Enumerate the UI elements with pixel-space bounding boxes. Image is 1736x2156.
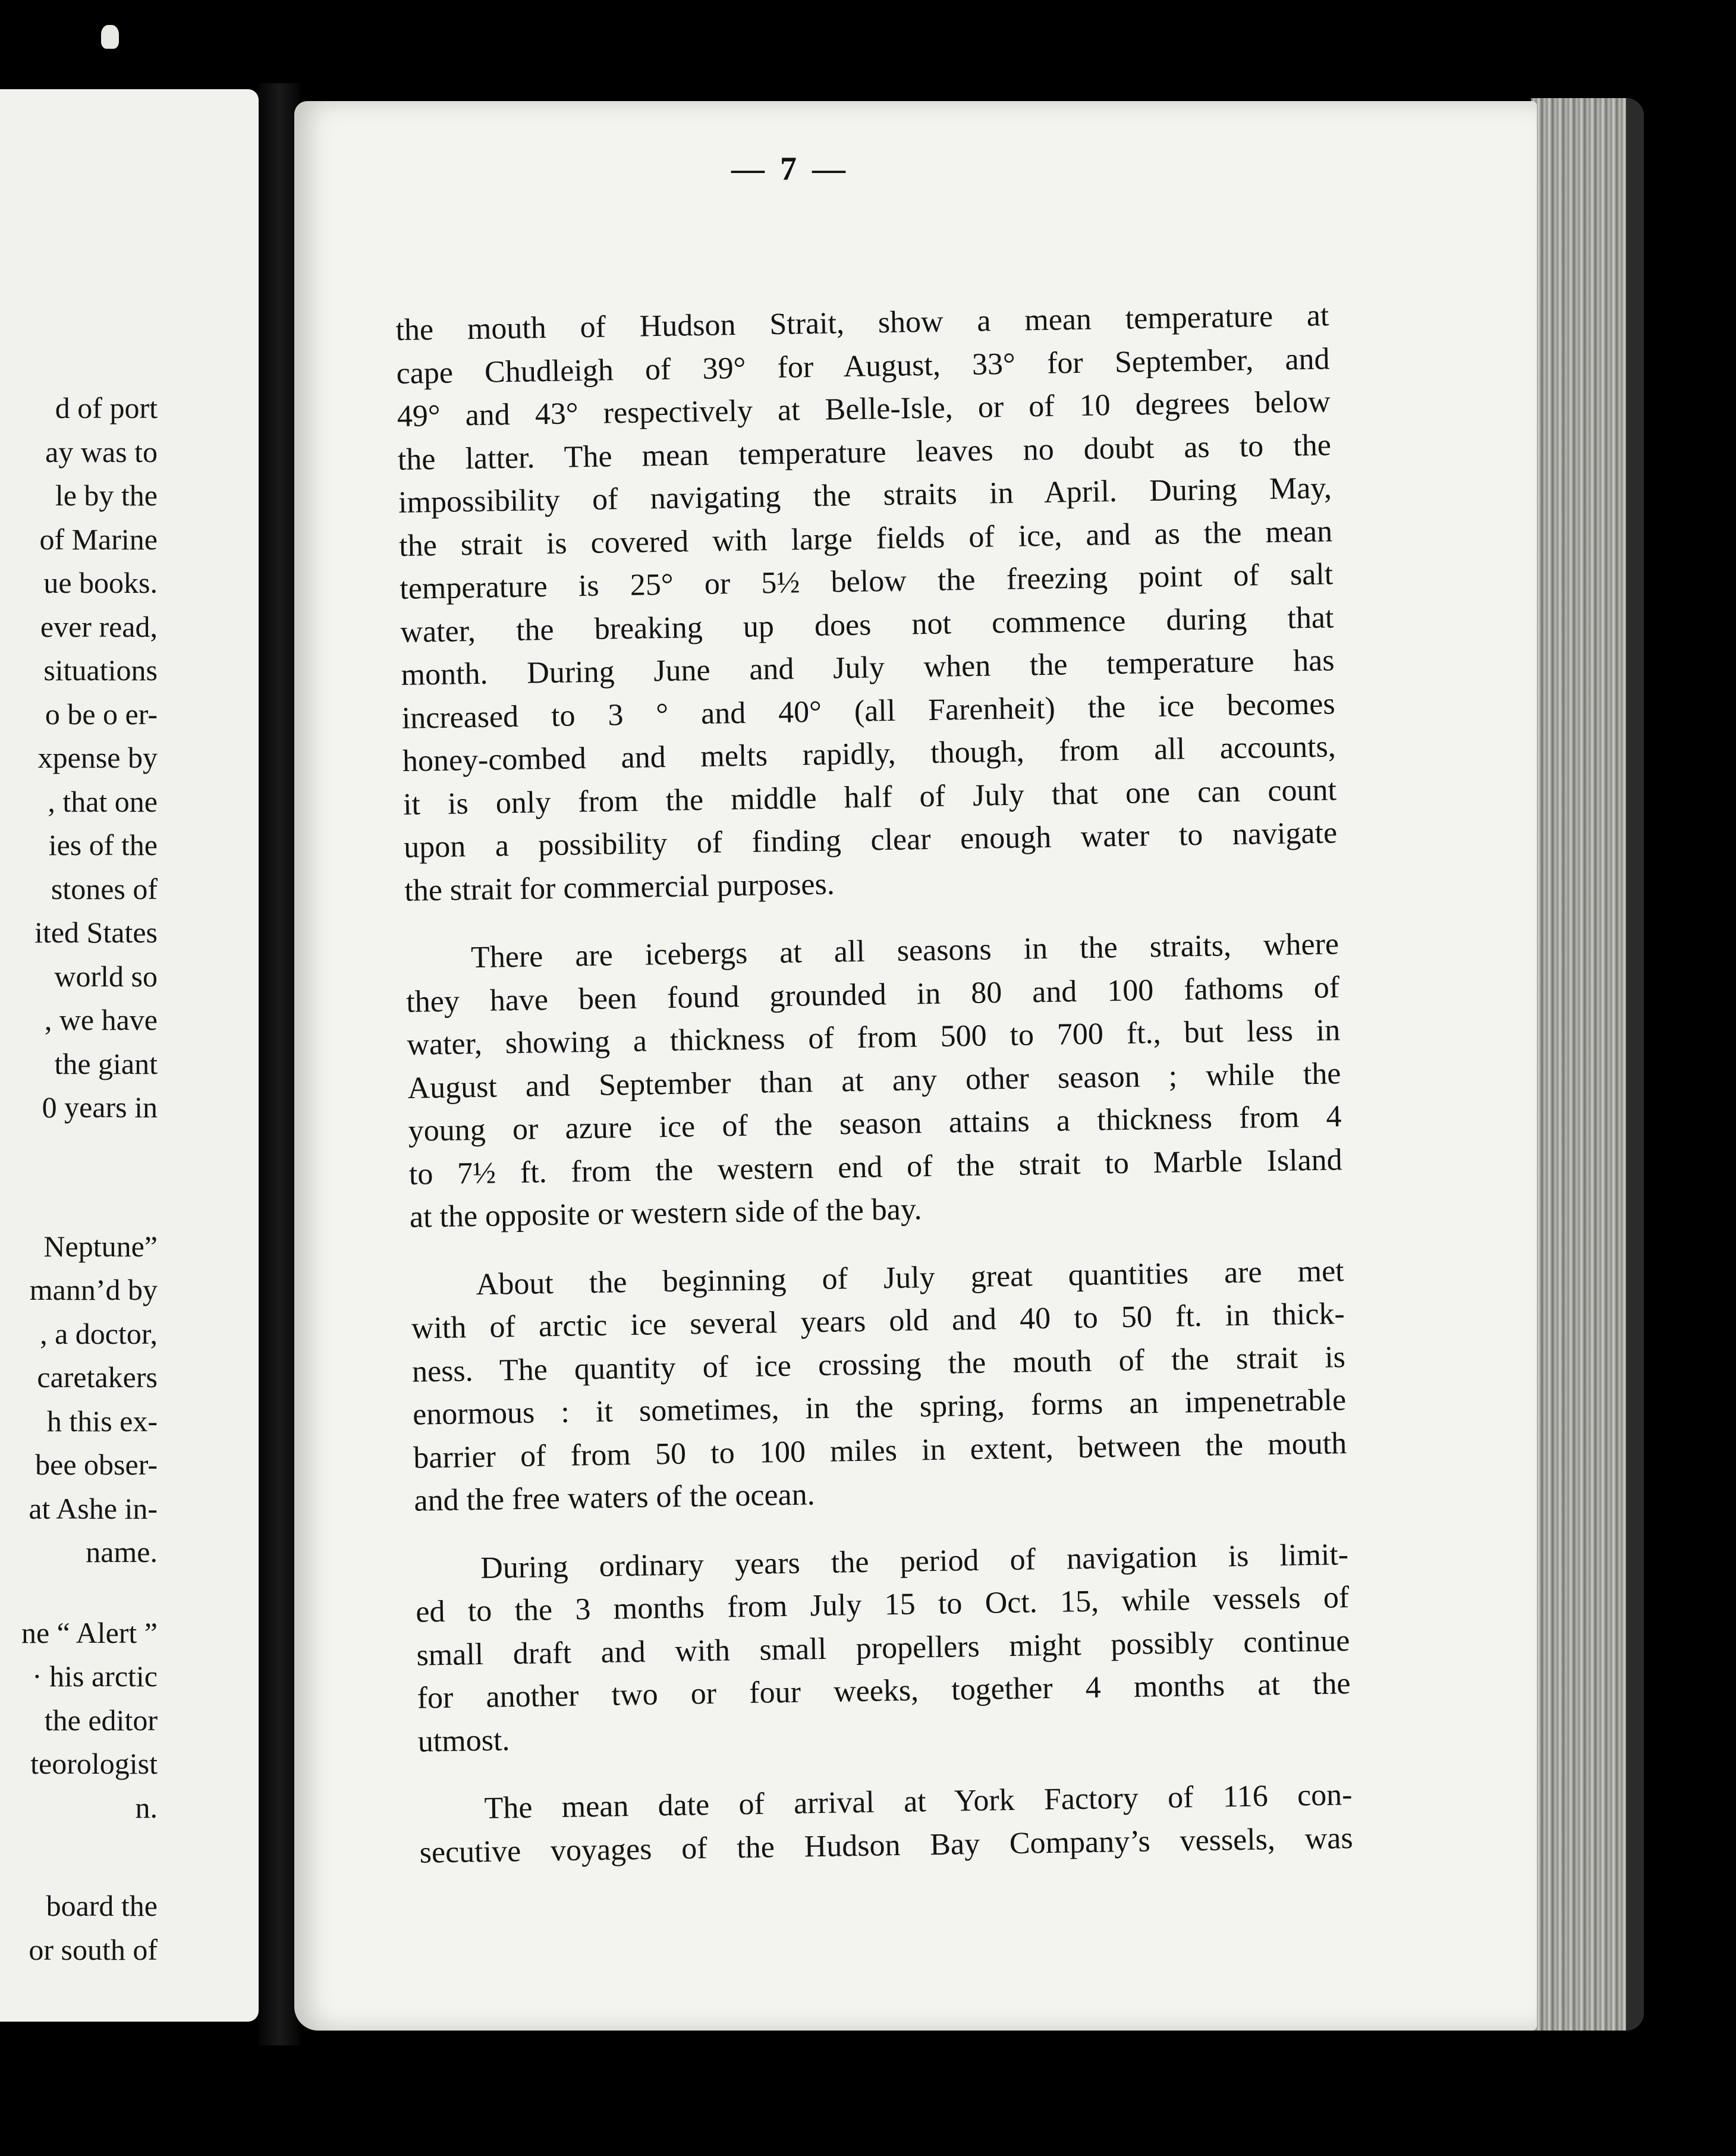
left-fragment-line: d of port	[55, 391, 158, 425]
text-line: they have been found grounded in 80 and 100 fathoms of	[405, 970, 1340, 1019]
left-fragment-line: situations	[43, 653, 158, 687]
left-fragment-line: , a doctor,	[40, 1316, 158, 1350]
left-facing-page	[0, 89, 259, 2022]
text-line: the mouth of Hudson Strait, show a mean temperature at	[395, 298, 1329, 347]
left-fragment-line: o be o er-	[45, 697, 158, 731]
paragraph-gap	[0, 1574, 158, 1611]
text-line: the latter. The mean temperature leaves no doubt as to the	[397, 428, 1332, 477]
paragraph-gap	[0, 1830, 158, 1884]
left-fragment-line: le by the	[55, 479, 158, 512]
page-body-text	[395, 294, 1353, 1874]
left-fragment-line: Neptune”	[43, 1229, 158, 1263]
text-line: with of arctic ice several years old and 40 to 50 ft. in thick-	[411, 1297, 1345, 1346]
text-line: enormous : it sometimes, in the spring, forms an impenetrable	[412, 1383, 1347, 1432]
left-fragment-line: caretakers	[37, 1360, 158, 1394]
paragraph-3	[410, 1250, 1348, 1523]
paragraph-gap	[0, 1130, 158, 1225]
left-page-text-fragments	[0, 386, 158, 1972]
text-line: small draft and with small propellers might possibly continue	[416, 1623, 1350, 1673]
left-fragment-line: of Marine	[39, 522, 158, 556]
text-line: secutive voyages of the Hudson Bay Company’s vessels, was	[419, 1821, 1354, 1870]
scan-corner-mark	[101, 25, 119, 49]
text-line: water, showing a thickness of from 500 to 700 ft., but less in	[406, 1013, 1341, 1062]
left-fragment-line: , that one	[48, 784, 158, 818]
text-line: month. During June and July when the temperature has	[401, 643, 1335, 692]
left-fragment-line: n.	[135, 1790, 158, 1824]
left-fragment-line: ever read,	[40, 609, 158, 643]
left-fragment-line: bee obser-	[35, 1448, 158, 1481]
left-fragment-line: or south of	[29, 1932, 158, 1966]
left-fragment-line: ay was to	[45, 435, 158, 469]
text-line: ness. The quantity of ice crossing the mouth of the strait is	[411, 1340, 1346, 1389]
text-line: upon a possibility of finding clear enough water to navigate	[403, 816, 1338, 865]
text-line: cape Chudleigh of 39° for August, 33° for September, and	[396, 341, 1330, 391]
text-line: the strait for commercial purposes.	[404, 867, 835, 908]
page-edges-stack	[1531, 98, 1644, 2031]
text-line: for another two or four weeks, together 4 months at the	[417, 1667, 1351, 1715]
text-line: young or azure ice of the season attains a thickness from 4	[408, 1099, 1342, 1148]
text-line: 49° and 43° respectively at Belle-Isle, or of 10 degrees below	[397, 385, 1331, 433]
left-fragment-line: ue books.	[43, 566, 158, 599]
left-fragment-line: the giant	[54, 1046, 158, 1080]
text-line: it is only from the middle half of July that one can count	[402, 772, 1337, 822]
left-fragment-line: 0 years in	[42, 1090, 158, 1124]
text-line: impossibility of navigating the straits in April. During May,	[398, 471, 1332, 520]
text-line: August and September than at any other season ; while the	[407, 1056, 1341, 1105]
paragraph-5	[419, 1774, 1353, 1875]
text-line: barrier of from 50 to 100 miles in extent, between the mouth	[413, 1426, 1347, 1475]
left-fragment-line: ies of the	[48, 828, 158, 862]
left-fragment-line: · his arctic	[32, 1660, 158, 1693]
left-fragment-line: , we have	[44, 1003, 158, 1036]
text-line: at the opposite or western side of the bay.	[409, 1192, 922, 1234]
text-line: increased to 3 ° and 40° (all Farenheit) the ice becomes	[401, 686, 1336, 736]
left-fragment-line: the editor	[44, 1703, 158, 1737]
text-line: The mean date of arrival at York Factory of 116 con-	[484, 1778, 1353, 1825]
left-fragment-line: ited States	[34, 916, 158, 949]
text-line: During ordinary years the period of navigation is limit-	[480, 1537, 1349, 1585]
text-line: ed to the 3 months from July 15 to Oct. 15, while vessels of	[415, 1580, 1350, 1629]
left-fragment-line: world so	[54, 959, 158, 993]
text-line: There are icebergs at all seasons in the straits, where	[470, 927, 1339, 975]
text-line: water, the breaking up does not commence during that	[400, 600, 1334, 649]
left-fragment-line: xpense by	[37, 741, 158, 774]
text-line: utmost.	[417, 1723, 510, 1759]
paragraph-4	[415, 1533, 1352, 1764]
left-fragment-line: name.	[86, 1535, 158, 1569]
left-fragment-line: ne “ Alert ”	[21, 1616, 158, 1649]
text-line: and the free waters of the ocean.	[414, 1478, 816, 1518]
left-fragment-line: at Ashe in-	[29, 1491, 158, 1525]
text-line: the strait is covered with large fields of ice, and as the mean	[398, 514, 1333, 563]
left-fragment-line: teorologist	[30, 1747, 158, 1780]
text-line: to 7½ ft. from the western end of the strait to Marble Island	[408, 1142, 1343, 1192]
left-fragment-line: mann’d by	[29, 1273, 158, 1306]
text-line: temperature is 25° or 5½ below the freezing point of salt	[399, 557, 1334, 606]
left-fragment-line: stones of	[51, 872, 158, 906]
left-fragment-line: h this ex-	[46, 1404, 158, 1438]
paragraph-2	[405, 923, 1344, 1239]
left-fragment-line: board the	[46, 1889, 158, 1922]
text-line: About the beginning of July great quantities are met	[476, 1253, 1345, 1302]
text-line: honey-combed and melts rapidly, though, from all accounts,	[402, 730, 1336, 778]
page-number: — 7 —	[731, 150, 849, 187]
paragraph-1	[395, 294, 1338, 913]
